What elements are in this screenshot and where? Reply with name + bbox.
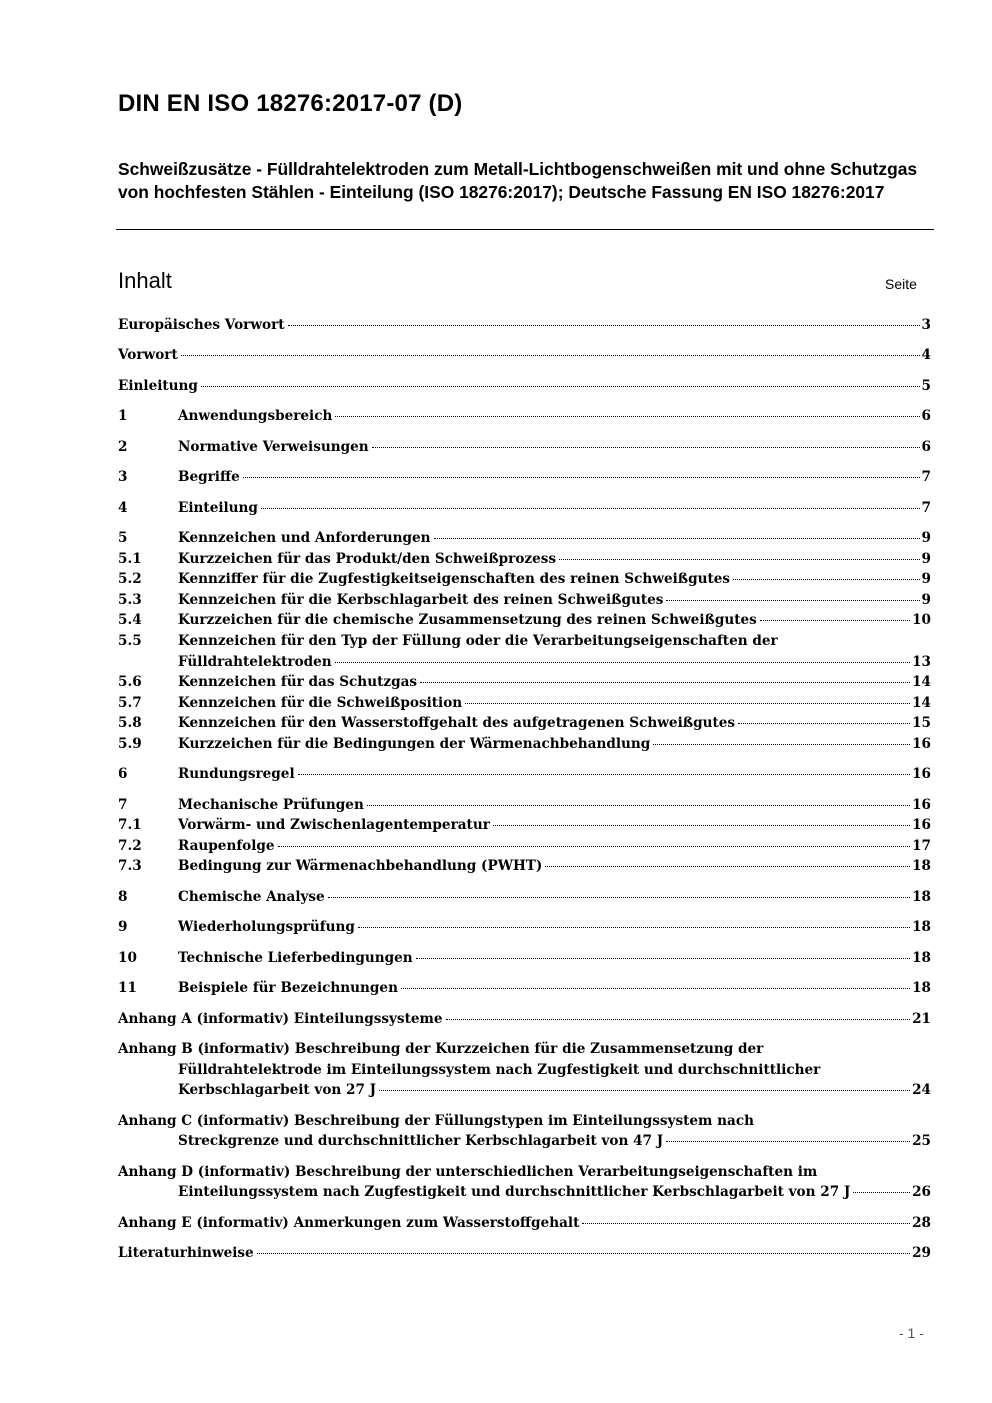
toc-dot-leader (298, 773, 910, 775)
toc-entry-title: Einteilungssystem nach Zugfestigkeit und durchschnittlicher Kerbschlagarbeit von 27 J (178, 1184, 851, 1200)
toc-entry[interactable] (118, 764, 931, 785)
toc-entry-page: 9 (921, 551, 931, 567)
toc-entry-page: 9 (921, 530, 931, 546)
toc-entry-page: 18 (912, 919, 931, 935)
toc-entry-page: 3 (921, 317, 931, 333)
toc-entry-title: Wiederholungsprüfung (178, 919, 355, 935)
document-title: DIN EN ISO 18276:2017-07 (D) (118, 90, 463, 117)
toc-entry-page: 18 (912, 950, 931, 966)
toc-entry[interactable] (118, 498, 931, 519)
toc-entry-number: 5.2 (118, 571, 142, 587)
toc-dot-leader (465, 702, 910, 704)
toc-entry-page: 29 (912, 1245, 931, 1261)
toc-dot-leader (733, 578, 919, 580)
toc-entry[interactable] (118, 1213, 931, 1234)
toc-entry-number: 7.2 (118, 838, 142, 854)
toc-entry-number: 5.1 (118, 551, 142, 567)
toc-entry-number: 7 (118, 797, 128, 813)
toc-dot-leader (416, 957, 910, 959)
toc-entry-title: Kennzeichen für den Typ der Füllung oder die Verarbeitungseigenschaften der (178, 633, 778, 649)
toc-entry-page: 6 (921, 439, 931, 455)
toc-entry-number: 6 (118, 766, 128, 782)
toc-entry[interactable] (118, 569, 931, 590)
toc-entry-page: 14 (912, 674, 931, 690)
toc-dot-leader (335, 415, 919, 417)
toc-dot-leader (434, 537, 920, 539)
toc-entry[interactable] (118, 1131, 931, 1152)
toc-entry-title: Beispiele für Bezeichnungen (178, 980, 398, 996)
toc-dot-leader (653, 743, 910, 745)
toc-entry-number: 2 (118, 439, 128, 455)
toc-entry-page: 4 (921, 347, 931, 363)
toc-entry-number: 5.6 (118, 674, 142, 690)
toc-entry-page: 6 (921, 408, 931, 424)
toc-entry[interactable] (118, 815, 931, 836)
toc-entry-number: 10 (118, 950, 137, 966)
toc-entry-number: 5.3 (118, 592, 142, 608)
title-divider (116, 229, 934, 230)
toc-entry-page: 18 (912, 889, 931, 905)
toc-entry[interactable] (118, 795, 931, 816)
toc-dot-leader (261, 507, 920, 509)
toc-entry-number: 5.4 (118, 612, 142, 628)
toc-entry[interactable] (118, 590, 931, 611)
toc-dot-leader (666, 599, 919, 601)
toc-entry-number: 4 (118, 500, 128, 516)
toc-entry-title: Kurzzeichen für die chemische Zusammensetzung des reinen Schweißgutes (178, 612, 757, 628)
toc-entry-title: Kennzeichen und Anforderungen (178, 530, 431, 546)
toc-entry-title: Kennzeichen für die Kerbschlagarbeit des reinen Schweißgutes (178, 592, 664, 608)
toc-entry-title: Einleitung (118, 378, 198, 394)
toc-entry-number: 5.8 (118, 715, 142, 731)
toc-dot-leader (367, 804, 910, 806)
toc-entry-title: Europäisches Vorwort (118, 317, 285, 333)
toc-entry-page: 18 (912, 858, 931, 874)
toc-entry-number: 5.7 (118, 695, 142, 711)
toc-page-column-label: Seite (885, 276, 917, 292)
toc-entry-title: Raupenfolge (178, 838, 275, 854)
toc-dot-leader (760, 619, 910, 621)
toc-dot-leader (401, 987, 910, 989)
toc-entry-title: Vorwort (118, 347, 178, 363)
toc-dot-leader (278, 845, 911, 847)
toc-entry-title: Technische Lieferbedingungen (178, 950, 413, 966)
toc-entry-title: Vorwärm- und Zwischenlagentemperatur (178, 817, 490, 833)
toc-entry-page: 25 (912, 1133, 931, 1149)
toc-entry-page: 9 (921, 571, 931, 587)
toc-entry[interactable] (118, 1111, 931, 1132)
toc-entry-page: 7 (921, 469, 931, 485)
toc-entry-title: Anhang D (informativ) Beschreibung der unterschiedlichen Verarbeitungseigenschaften im (118, 1164, 818, 1180)
toc-entry-number: 8 (118, 889, 128, 905)
toc-entry[interactable] (118, 1009, 931, 1030)
toc-entry-page: 13 (912, 654, 931, 670)
toc-entry-title: Literaturhinweise (118, 1245, 254, 1261)
toc-dot-leader (738, 722, 910, 724)
toc-dot-leader (358, 926, 910, 928)
toc-entry-title: Chemische Analyse (178, 889, 325, 905)
toc-entry-page: 5 (921, 378, 931, 394)
toc-entry-title: Anhang A (informativ) Einteilungssysteme (118, 1011, 443, 1027)
toc-dot-leader (379, 1089, 910, 1091)
toc-entry-page: 17 (912, 838, 931, 854)
toc-entry[interactable] (118, 315, 931, 336)
toc-dot-leader (420, 681, 910, 683)
document-subtitle: Schweißzusätze - Fülldrahtelektroden zum Metall-Lichtbogenschweißen mit und ohne Schutzgas von hochfesten Stählen - Einteilung (ISO 18276:2017); Deutsche Fassung EN ISO 18276:2017 (118, 159, 918, 202)
toc-entry[interactable] (118, 713, 931, 734)
toc-entry-title: Kerbschlagarbeit von 27 J (178, 1082, 377, 1098)
toc-entry[interactable] (118, 528, 931, 549)
toc-dot-leader (201, 385, 920, 387)
toc-entry-number: 3 (118, 469, 128, 485)
toc-entry[interactable] (118, 549, 931, 570)
toc-dot-leader (372, 446, 920, 448)
toc-entry[interactable] (118, 1060, 931, 1081)
toc-entry[interactable] (118, 734, 931, 755)
toc-entry-page: 28 (912, 1215, 931, 1231)
toc-entry-title: Rundungsregel (178, 766, 295, 782)
toc-entry[interactable] (118, 836, 931, 857)
toc-entry[interactable] (118, 856, 931, 877)
toc-entry-title: Kennzeichen für das Schutzgas (178, 674, 418, 690)
toc-dot-leader (257, 1252, 910, 1254)
toc-dot-leader (559, 558, 919, 560)
toc-entry-page: 18 (912, 980, 931, 996)
toc-entry[interactable] (118, 693, 931, 714)
toc-entry-page: 9 (921, 592, 931, 608)
toc-entry-title: Anhang E (informativ) Anmerkungen zum Wasserstoffgehalt (118, 1215, 580, 1231)
toc-entry-page: 15 (912, 715, 931, 731)
toc-dot-leader (288, 324, 920, 326)
toc-entry-page: 21 (912, 1011, 931, 1027)
toc-entry-title: Kurzzeichen für das Produkt/den Schweißprozess (178, 551, 557, 567)
toc-entry[interactable] (118, 345, 931, 366)
toc-entry-page: 24 (912, 1082, 931, 1098)
toc-entry[interactable] (118, 631, 931, 652)
toc-entry[interactable] (118, 1080, 931, 1101)
page-number-footer: - 1 - (899, 1325, 924, 1341)
toc-entry-page: 16 (912, 766, 931, 782)
toc-entry-title: Begriffe (178, 469, 240, 485)
toc-entry-page: 16 (912, 817, 931, 833)
toc-entry-title: Kennziffer für die Zugfestigkeitseigenschaften des reinen Schweißgutes (178, 571, 731, 587)
toc-dot-leader (181, 354, 920, 356)
toc-dot-leader (335, 661, 910, 663)
toc-entry-title: Anhang C (informativ) Beschreibung der Füllungstypen im Einteilungssystem nach (118, 1113, 754, 1129)
toc-entry-number: 11 (118, 980, 137, 996)
toc-dot-leader (666, 1140, 910, 1142)
toc-entry-title: Mechanische Prüfungen (178, 797, 364, 813)
toc-entry[interactable] (118, 1039, 931, 1060)
toc-entry-number: 1 (118, 408, 128, 424)
toc-entry-title: Kurzzeichen für die Bedingungen der Wärmenachbehandlung (178, 736, 651, 752)
toc-entry[interactable] (118, 1162, 931, 1183)
toc-dot-leader (493, 824, 910, 826)
toc-entry-title: Kennzeichen für die Schweißposition (178, 695, 463, 711)
toc-entry-title: Fülldrahtelektrode im Einteilungssystem nach Zugfestigkeit und durchschnittlicher (178, 1062, 821, 1078)
toc-entry-page: 26 (912, 1184, 931, 1200)
toc-entry-number: 7.1 (118, 817, 142, 833)
toc-entry-page: 10 (912, 612, 931, 628)
toc-entry[interactable] (118, 672, 931, 693)
toc-dot-leader (328, 896, 910, 898)
toc-entry-title: Kennzeichen für den Wasserstoffgehalt des aufgetragenen Schweißgutes (178, 715, 736, 731)
toc-entry-number: 5 (118, 530, 128, 546)
toc-entry[interactable] (118, 467, 931, 488)
toc-entry[interactable] (118, 376, 931, 397)
toc-entry-title: Fülldrahtelektroden (178, 654, 332, 670)
toc-dot-leader (853, 1191, 910, 1193)
toc-entry-title: Streckgrenze und durchschnittlicher Kerbschlagarbeit von 47 J (178, 1133, 664, 1149)
toc-heading: Inhalt (118, 268, 172, 293)
toc-dot-leader (545, 865, 910, 867)
toc-entry-number: 9 (118, 919, 128, 935)
toc-entry-title: Normative Verweisungen (178, 439, 369, 455)
toc-entry-page: 7 (921, 500, 931, 516)
toc-entry-title: Einteilung (178, 500, 258, 516)
toc-entry-number: 5.5 (118, 633, 142, 649)
toc-dot-leader (243, 476, 920, 478)
toc-entry-page: 14 (912, 695, 931, 711)
toc-entry[interactable] (118, 652, 931, 673)
toc-entry[interactable] (118, 917, 931, 938)
toc-entry[interactable] (118, 610, 931, 631)
toc-entry[interactable] (118, 437, 931, 458)
toc-entry-number: 5.9 (118, 736, 142, 752)
toc-entry-title: Bedingung zur Wärmenachbehandlung (PWHT) (178, 858, 543, 874)
toc-entry[interactable] (118, 1243, 931, 1264)
toc-entry[interactable] (118, 948, 931, 969)
toc-entry-page: 16 (912, 797, 931, 813)
toc-entry-number: 7.3 (118, 858, 142, 874)
toc-entry[interactable] (118, 1182, 931, 1203)
toc-dot-leader (446, 1018, 911, 1020)
toc-entry-title: Anhang B (informativ) Beschreibung der Kurzzeichen für die Zusammensetzung der (118, 1041, 764, 1057)
toc-entry-page: 16 (912, 736, 931, 752)
toc-entry[interactable] (118, 978, 931, 999)
toc-dot-leader (582, 1222, 910, 1224)
toc-entry[interactable] (118, 887, 931, 908)
toc-entry[interactable] (118, 406, 931, 427)
toc-entry-title: Anwendungsbereich (178, 408, 333, 424)
